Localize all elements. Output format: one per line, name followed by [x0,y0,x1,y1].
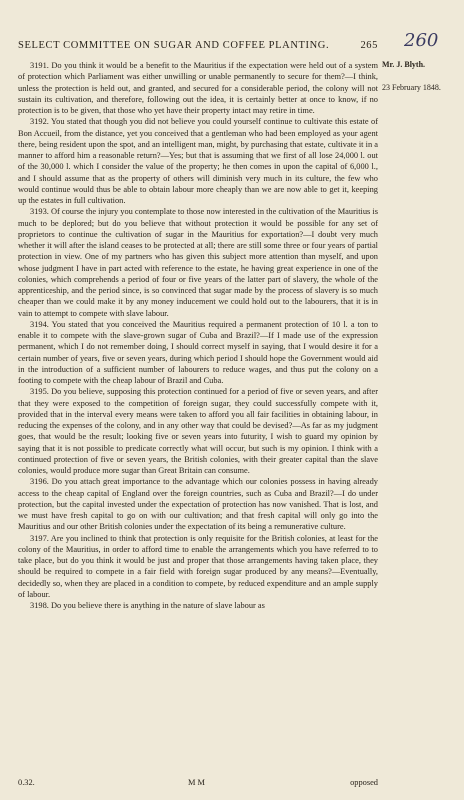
page-number: 265 [360,40,378,51]
testimony-body [18,60,378,611]
printer-signature: 0.32. [18,778,35,787]
question-3194: 3194. You stated that you conceived the Mauritius required a permanent protection of 10 l. a ton to enable it to compete with the slave-grown sugar of Cuba and Brazil?—If I made use of the expression permanent, which I do not remember doing, I should correct myself in saying, that I would desire it for a certain number of years, five or seven years, during which period I should hope the Government would aid in the introduction of a sufficient number of labourers to reduce wages, and thus put the colony on a footing to compete with the cheap labour of Brazil and Cuba. [18,319,378,385]
question-3192: 3192. You stated that though you did not believe you could yourself continue to cultivate this estate of Bon Accueil, from the distance, yet you conceived that a gentleman who had been employed as your agent there, being resident upon the spot, and an intelligent man, might, by purchasing that estate, cultivate it in a manner to afford him a reasonable return?—Yes; but that is assuming that we first of all lose 24,000 l. out of the 30,000 l. which I consider the value of the property; he then comes in upon the capital of 6,000 l., and I should assume that as the property of others will diminish very much in its culture, the few who would continue would thus be able to obtain labour more cheaply than we are now able to get it, keeping up the estates in full cultivation. [18,117,378,205]
margin-witness-name: Mr. J. Blyth. [382,60,426,69]
question-3197: 3197. Are you inclined to think that protection is only requisite for the British colonies, at least for the colony of the Mauritius, in order to afford time to enable the arrangements which you have referred to to take place, but do you think it would be just and proper that those arrangements having taken place, they should be required to compete in a fair field with foreign sugar produced by any means?—Eventually, decidedly so, when they are placed in a condition to compete, by reduced expenditure and an ample supply of labour. [18,533,378,599]
margin-date: 23 February 1848. [382,83,441,92]
question-3196: 3196. Do you attach great importance to the advantage which our colonies possess in having already access to the cheap capital of England over the foreign countries, such as Cuba and Brazil?—I do under protection, but the capital invested under the expectation of protection has now vanished. That is lost, and we must have fresh capital to go on with our cultivation; and that fresh capital will only go into the Mauritius and our other British colonies under the expectation of its being a remunerative culture. [18,477,378,532]
question-3195: 3195. Do you believe, supposing this protection continued for a period of five or seven years, and after that they were exposed to the competition of foreign sugar, they could successfully compete with it, provided that in the interval every means were taken to afford you all fair facilities in obtaining labour, in reducing the expenses of the colony, and in any other way that could be devised?—As far as my judgment goes, that would be the result; looking five or seven years into futurity, I wish to guard my opinion by saying that it is not possible to predicate correctly what will occur, but such is my opinion. I think with a continued protection of five or seven years, the British colonies, with their greater capital than the slave colonies, would produce more sugar than Great Britain can consume. [18,387,378,475]
catchword: opposed [350,778,378,787]
question-3198: 3198. Do you believe there is anything in the nature of slave labour as [30,601,265,610]
handwritten-page-number: 260 [404,30,439,51]
question-3191: 3191. Do you think it would be a benefit to the Mauritius if the expectation were held out of a system of protection which Parliament was either unwilling or unable permanently to secure for them?—I think, unless the protection is held out, and granted, and secured for a considerable period, the colony will not sustain its cultivation, and therefore, following out the idea, it is certainly better at once to know, if no protection is to be given, that those who yet have their property intact may retire in time. [18,61,378,115]
question-3193: 3193. Of course the injury you contemplate to those now interested in the cultivation of the Mauritius is much to be deplored; but do you believe that without protection it would be possible for any set of proprietors to continue the cultivation of sugar in the Mauritius for exportation?—I doubt very much whether it will after the island ceases to be protected at all; there are still some three or four years of partial protection in view. One of my partners who has given this subject more attention than myself, and upon whose judgment I have in part acted with reference to the estate, he having great experience in one of the colonies, which comprehends a period of four or five years of the latter part of slavery, the whole of the apprenticeship, and the period since, is so convinced that sugar made by the process of slavery is so much cheaper than we could make it by any money inducement we could hold out to the labourers, that it is in vain to attempt to compete with slave labour. [18,207,378,318]
page-footer [18,778,378,790]
sheet-mark: M M [188,778,205,787]
running-title: SELECT COMMITTEE ON SUGAR AND COFFEE PLANTING. [18,40,330,51]
